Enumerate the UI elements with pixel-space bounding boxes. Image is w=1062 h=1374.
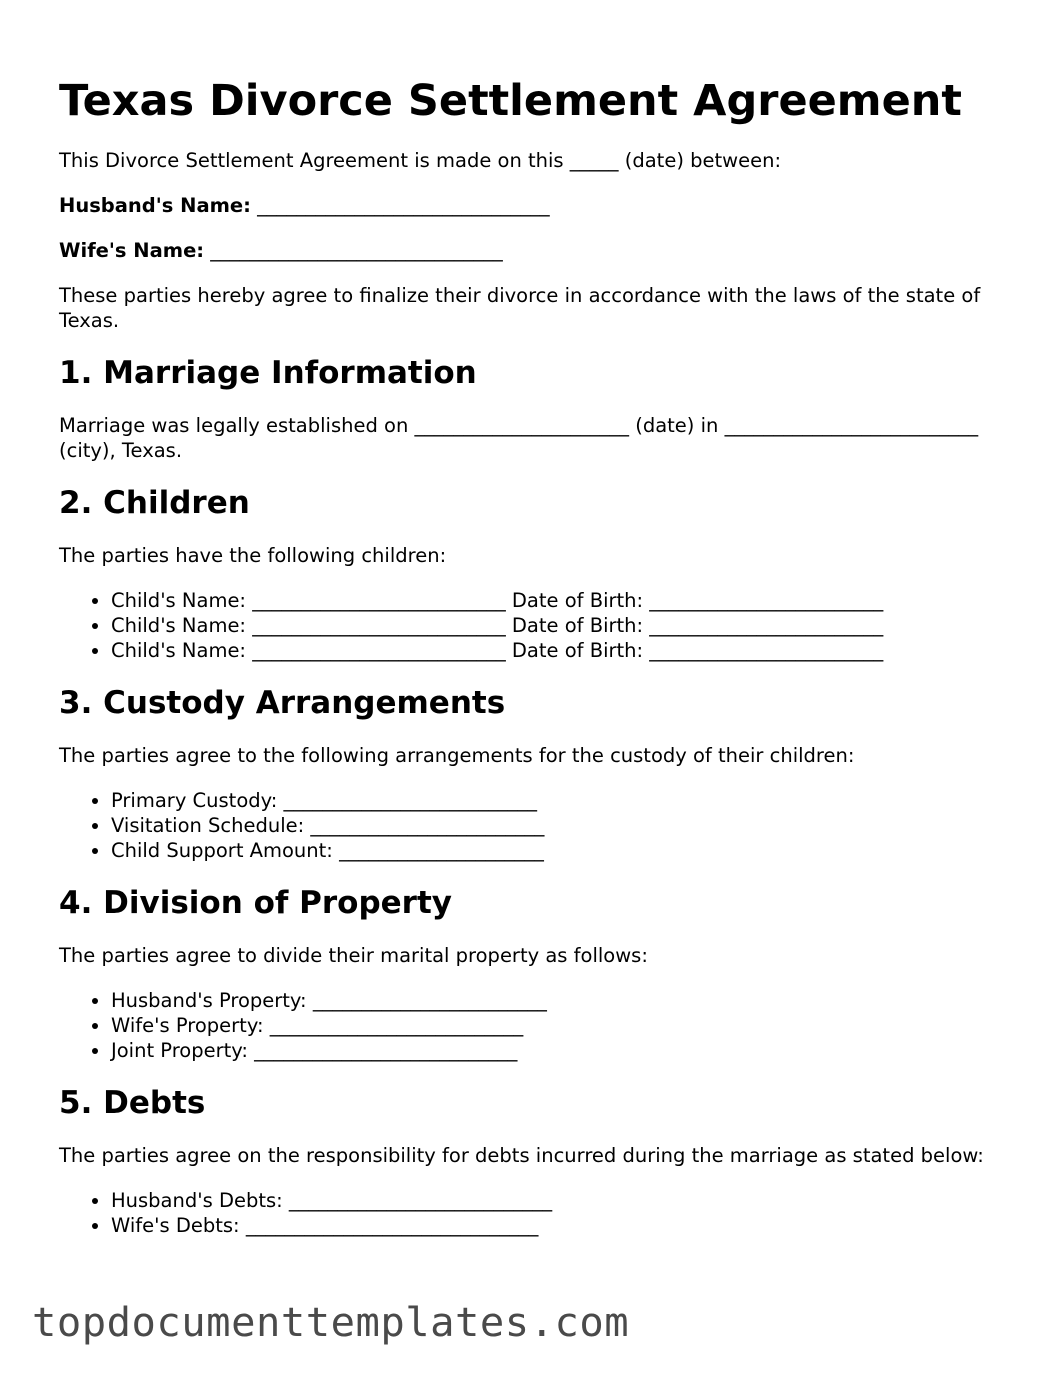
custody-text: The parties agree to the following arrangements for the custody of their children:: [59, 744, 855, 767]
list-item: • Wife's Debts: ______________________________: [111, 1213, 1009, 1238]
list-item: • Child's Name: __________________________ Date of Birth: ________________________: [111, 588, 1009, 613]
watermark: topdocumenttemplates.com: [32, 1298, 630, 1346]
list-item: • Wife's Property: __________________________: [111, 1013, 1009, 1038]
wife-name-field: [59, 238, 1009, 263]
property-list: [59, 988, 1009, 1063]
wife-name-blank: ______________________________: [204, 239, 503, 262]
wife-name-label: Wife's Name:: [59, 239, 205, 262]
debts-list: [59, 1188, 1009, 1238]
debts-text: The parties agree on the responsibility for debts incurred during the marriage as stated below:: [59, 1144, 984, 1167]
list-item: • Joint Property: ___________________________: [111, 1038, 1009, 1063]
document: [59, 74, 1009, 1258]
list-item: • Primary Custody: __________________________: [111, 788, 1009, 813]
section-heading-custody: 3. Custody Arrangements: [59, 685, 506, 721]
list-item: • Child's Name: __________________________ Date of Birth: ________________________: [111, 613, 1009, 638]
list-item: • Visitation Schedule: ________________________: [111, 813, 1009, 838]
property-text: The parties agree to divide their marital property as follows:: [59, 944, 648, 967]
section-heading-children: 2. Children: [59, 485, 250, 521]
parties-statement: These parties hereby agree to finalize their divorce in accordance with the laws of the state of Texas.: [59, 284, 981, 332]
children-text: The parties have the following children:: [59, 544, 447, 567]
section-heading-debts: 5. Debts: [59, 1085, 206, 1121]
children-list: [59, 588, 1009, 663]
document-title: Texas Divorce Settlement Agreement: [59, 76, 962, 126]
husband-name-blank: ______________________________: [250, 194, 550, 217]
section-heading-marriage: 1. Marriage Information: [59, 355, 477, 391]
list-item: • Child's Name: __________________________ Date of Birth: ________________________: [111, 638, 1009, 663]
list-item: • Husband's Debts: ___________________________: [111, 1188, 1009, 1213]
custody-list: [59, 788, 1009, 863]
list-item: • Husband's Property: ________________________: [111, 988, 1009, 1013]
husband-name-label: Husband's Name:: [59, 194, 251, 217]
section-heading-property: 4. Division of Property: [59, 885, 452, 921]
marriage-text: Marriage was legally established on ______________________ (date) in __________________________ (city), Texas.: [59, 414, 979, 462]
list-item: • Child Support Amount: _____________________: [111, 838, 1009, 863]
intro-paragraph: This Divorce Settlement Agreement is made on this _____ (date) between:: [59, 149, 782, 172]
husband-name-field: [59, 193, 1009, 218]
